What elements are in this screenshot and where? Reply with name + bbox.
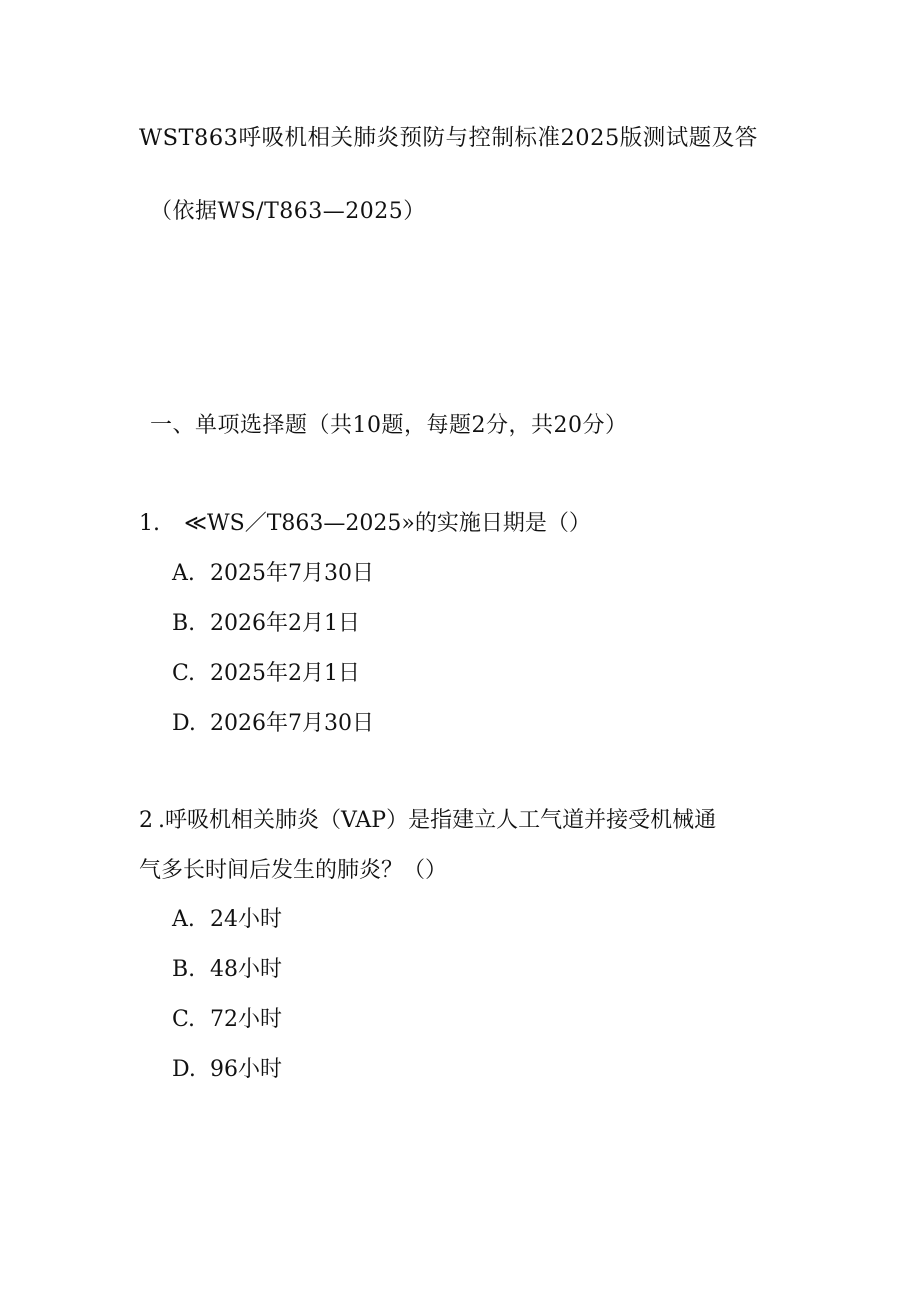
option-letter: A. <box>172 907 195 932</box>
option-letter: D. <box>172 1057 196 1082</box>
question-2-option-a <box>172 905 282 935</box>
option-letter: D. <box>172 711 196 736</box>
option-letter: A. <box>172 561 195 586</box>
question-2-option-d <box>172 1055 282 1085</box>
question-1-option-d <box>172 709 374 739</box>
option-text: 2026年7月30日 <box>210 711 374 736</box>
question-2-option-b <box>172 955 282 985</box>
option-text: 48小时 <box>210 957 282 982</box>
option-text: 2025年7月30日 <box>210 561 374 586</box>
question-2-option-c <box>172 1005 282 1035</box>
option-letter: C. <box>172 1007 196 1032</box>
option-text: 96小时 <box>210 1057 282 1082</box>
option-text: 72小时 <box>210 1007 282 1032</box>
option-letter: B. <box>172 611 196 636</box>
option-text: 2025年2月1日 <box>210 661 360 686</box>
question-2-text-line1: .呼吸机相关肺炎（VAP）是指建立人工气道并接受机械通 <box>158 808 717 833</box>
question-2-text-line2: 气多长时间后发生的肺炎？（） <box>139 858 448 883</box>
document-title: WST863呼吸机相关肺炎预防与控制标准2025版测试题及答 <box>139 125 758 151</box>
option-letter: B. <box>172 957 196 982</box>
option-letter: C. <box>172 661 196 686</box>
question-2-number: 2 <box>139 808 153 833</box>
question-1-option-c <box>172 659 360 689</box>
section-heading: 一、单项选择题（共10题，每题2分，共20分） <box>150 413 628 438</box>
question-1-text: ≪WS／T863—2025»的实施日期是（） <box>184 511 591 536</box>
option-text: 24小时 <box>210 907 282 932</box>
option-text: 2026年2月1日 <box>210 611 360 636</box>
question-1-option-b <box>172 609 360 639</box>
question-1-number: 1. <box>139 511 160 536</box>
question-1-option-a <box>172 559 374 589</box>
document-subtitle: （依据WS/T863—2025） <box>150 199 426 224</box>
